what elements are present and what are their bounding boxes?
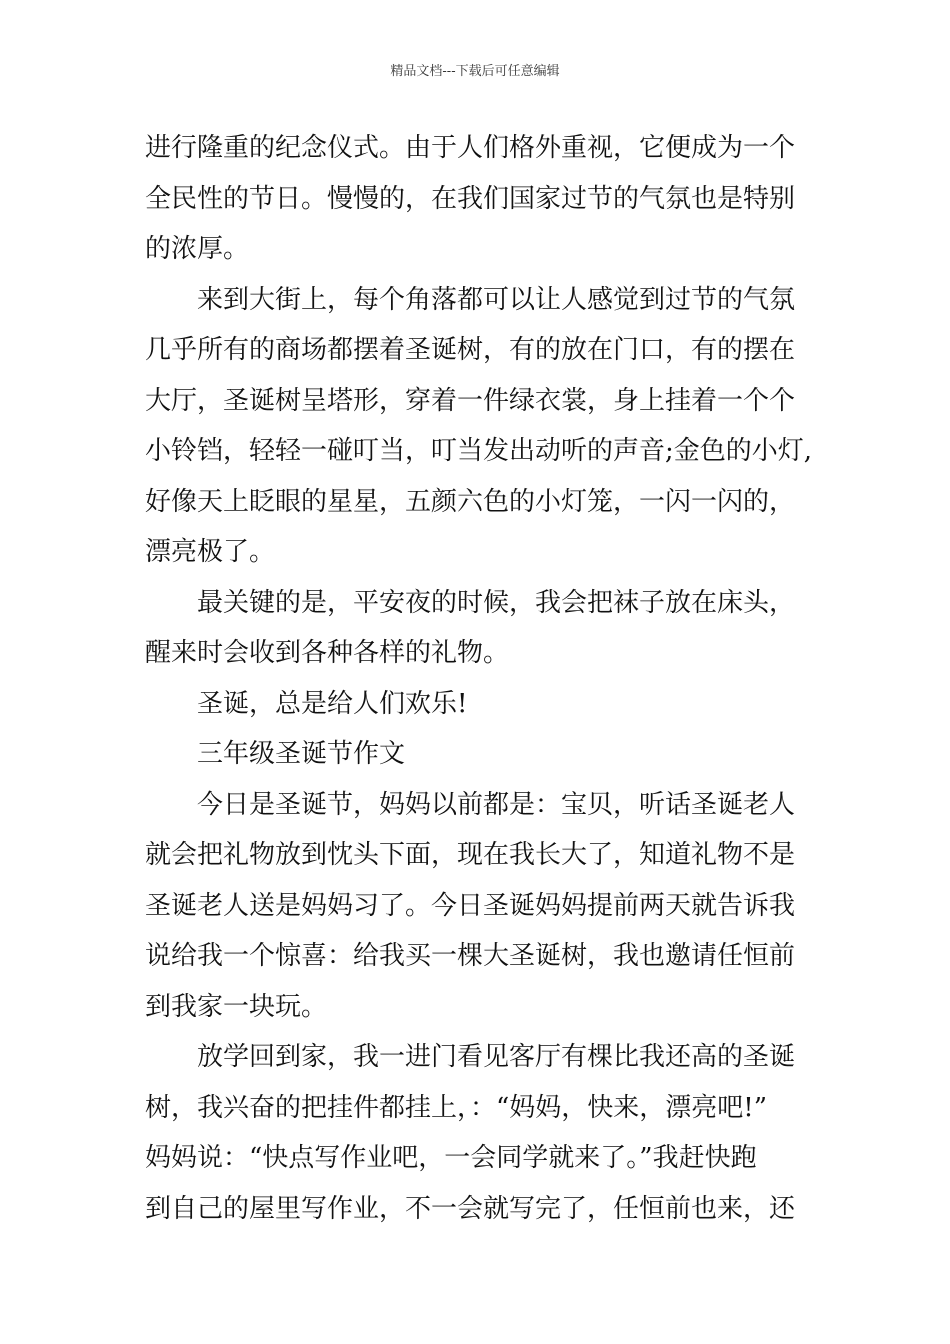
text-line: 圣诞老人送是妈妈习了。今日圣诞妈妈提前两天就告诉我 bbox=[145, 890, 796, 921]
text-line: 的浓厚。 bbox=[145, 234, 250, 264]
text-line: 树，我兴奋的把挂件都挂上，：“妈妈，快来，漂亮吧!” bbox=[145, 1092, 768, 1123]
paragraph-first-line: 今日是圣诞节，妈妈以前都是：宝贝，听话圣诞老人 bbox=[197, 789, 796, 820]
text-line: 到我家一块玩。 bbox=[145, 991, 328, 1022]
paragraph-first-line: 放学回到家，我一进门看见客厅有棵比我还高的圣诞 bbox=[197, 1042, 796, 1072]
document-body bbox=[145, 123, 825, 1234]
text-line: 妈妈说：“快点写作业吧，一会同学就来了。”我赶快跑 bbox=[145, 1143, 757, 1173]
text-line: 全民性的节日。慢慢的，在我们国家过节的气氛也是特别 bbox=[145, 183, 796, 214]
text-line: 醒来时会收到各种各样的礼物。 bbox=[145, 638, 510, 668]
text-line: 漂亮极了。 bbox=[145, 537, 276, 567]
text-line: 说给我一个惊喜：给我买一棵大圣诞树，我也邀请任恒前 bbox=[145, 941, 796, 971]
text-line: 几乎所有的商场都摆着圣诞树，有的放在门口，有的摆在 bbox=[145, 335, 796, 365]
text-line: 小铃铛，轻轻一碰叮当，叮当发出动听的声音;金色的小灯, bbox=[145, 436, 813, 466]
text-line: 到自己的屋里写作业，不一会就写完了，任恒前也来，还 bbox=[145, 1193, 796, 1224]
page-header: 精品文档---下载后可任意编辑 bbox=[390, 64, 560, 79]
paragraph-first-line: 来到大街上，每个角落都可以让人感觉到过节的气氛 bbox=[197, 284, 796, 315]
text-line: 好像天上眨眼的星星，五颜六色的小灯笼，一闪一闪的， bbox=[145, 486, 796, 517]
section-title: 三年级圣诞节作文 bbox=[197, 739, 406, 769]
paragraph-first-line: 最关键的是，平安夜的时候，我会把袜子放在床头， bbox=[197, 587, 796, 618]
text-line: 就会把礼物放到忱头下面，现在我长大了，知道礼物不是 bbox=[145, 840, 796, 870]
text-line: 进行隆重的纪念仪式。由于人们格外重视，它便成为一个 bbox=[145, 133, 796, 163]
text-line: 大厅，圣诞树呈塔形，穿着一件绿衣裳，身上挂着一个个 bbox=[145, 385, 796, 416]
paragraph-first-line: 圣诞，总是给人们欢乐! bbox=[197, 688, 468, 719]
